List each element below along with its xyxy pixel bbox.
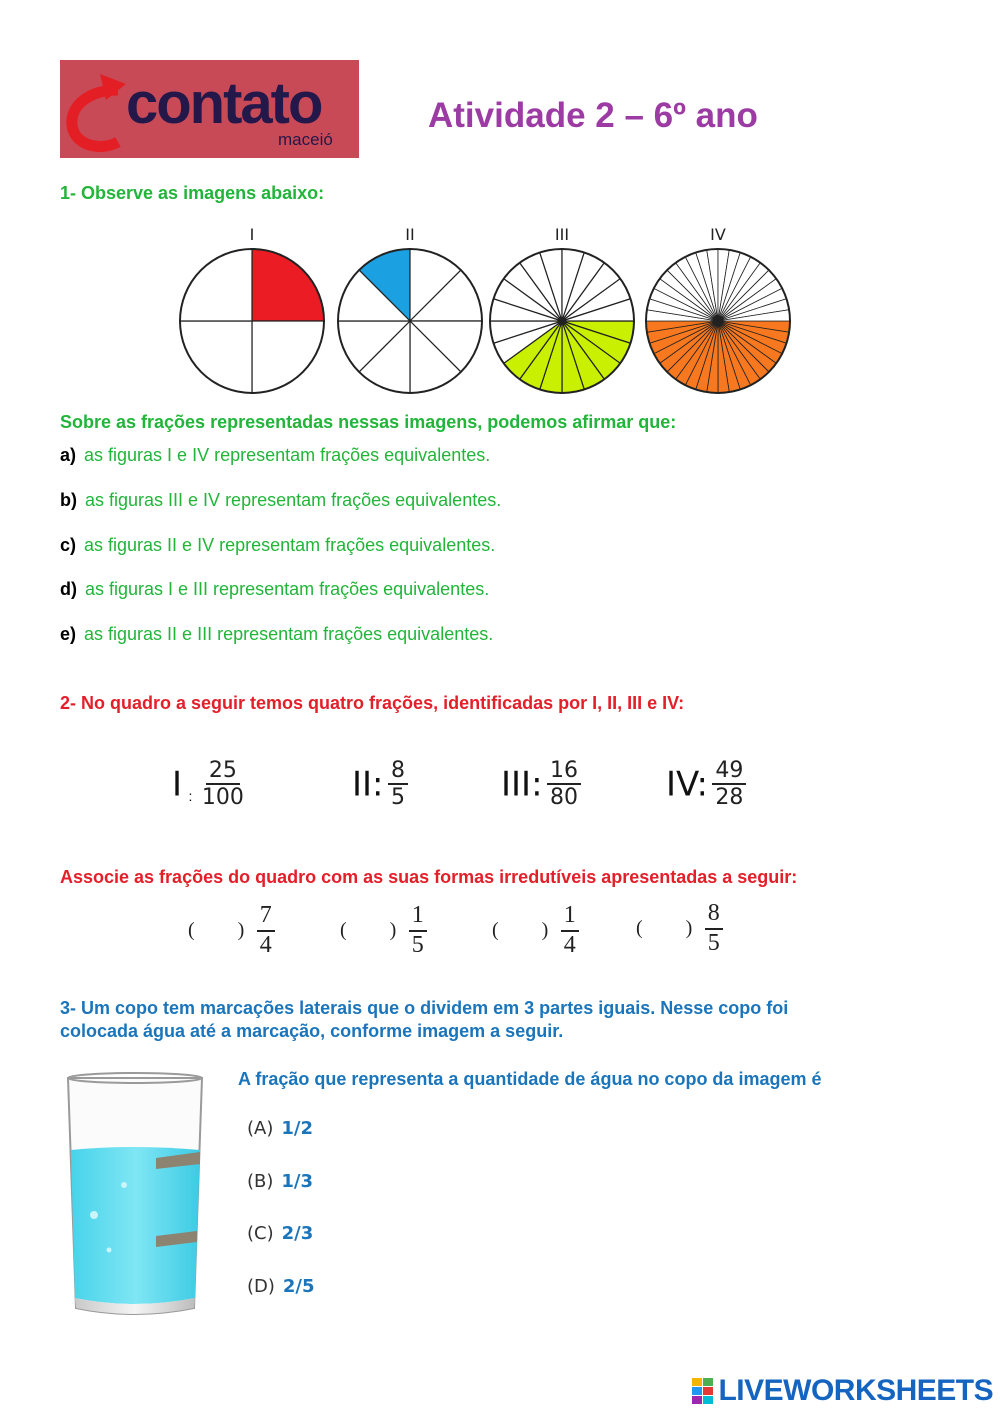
q3-option-a[interactable] [247,1118,313,1139]
fraction-iii [501,758,581,811]
q3-option-c-letter: (C) [247,1223,274,1244]
option-c[interactable] [60,535,495,556]
q3-option-a-letter: (A) [247,1118,274,1139]
option-d-letter: d) [60,579,77,599]
fraction-i-num: 25 [206,758,240,785]
water-glass-image [64,1070,209,1330]
page-title: Atividade 2 – 6º ano [428,96,758,135]
fraction-i-den: 100 [201,785,244,811]
question-1-prompt: 1- Observe as imagens abaixo: [60,183,325,203]
fraction-i-sep: : [188,787,193,804]
q3-option-b[interactable] [247,1171,313,1192]
fraction-iv-value [712,758,746,811]
irreducible-1-num: 7 [257,902,275,932]
pie-figure-4 [646,225,790,393]
fraction-iv-den: 28 [715,785,744,811]
q3-option-b-value: 1/3 [281,1171,314,1192]
associate-blank-4-close: ) [685,917,693,940]
irreducible-fraction-2 [409,902,427,959]
option-b-text: as figuras III e IV representam frações equivalentes. [85,490,502,510]
fraction-iii-value [547,758,581,811]
irreducible-3-num: 1 [561,902,579,932]
fraction-ii-num: 8 [388,758,408,785]
pie-figure-3 [490,225,634,393]
irreducible-fraction-3 [561,902,579,959]
logo-subtext: maceió [278,130,333,149]
pie-1-label: I [249,225,255,244]
question-3-question: A fração que representa a quantidade de água no copo da imagem é [238,1069,822,1089]
fraction-ii [352,758,408,811]
pie-figure-1 [180,225,324,393]
pie-4-label: IV [710,225,726,244]
option-e[interactable] [60,624,493,645]
associate-item-2[interactable] [340,902,427,959]
associate-blank-1-open: ( [188,919,195,942]
pie-2-label: II [405,225,415,244]
fraction-iv-label: IV: [666,764,708,805]
option-a[interactable] [60,445,490,466]
q3-option-d-letter: (D) [247,1276,275,1297]
q3-option-d[interactable] [247,1276,315,1297]
option-d-text: as figuras I e III representam frações equivalentes. [85,579,490,599]
fraction-iv [666,758,746,811]
footer-brand-text: LIVEWORKSHEETS [718,1374,994,1407]
irreducible-fraction-1 [257,902,275,959]
associate-item-3[interactable] [492,902,579,959]
associate-blank-1-close: ) [237,919,245,942]
fraction-ii-label: II: [352,764,384,805]
pie-figures-svg [170,218,800,398]
option-e-text: as figuras II e III representam frações equivalentes. [84,624,494,644]
logo [60,60,359,158]
associate-blank-2-close: ) [389,919,397,942]
fraction-i-label: I [172,764,183,805]
q3-option-a-value: 1/2 [281,1118,313,1139]
q3-option-b-letter: (B) [247,1171,274,1192]
associate-blank-3-open: ( [492,919,499,942]
option-b-letter: b) [60,490,77,510]
option-e-letter: e) [60,624,77,644]
question-2-prompt: 2- No quadro a seguir temos quatro frações, identificadas por I, II, III e IV: [60,693,685,713]
fraction-ii-value [388,758,408,811]
pie-3-label: III [554,225,570,244]
question-3-prompt-line-1: 3- Um copo tem marcações laterais que o dividem em 3 partes iguais. Nesse copo foi [60,998,789,1018]
fraction-ii-den: 5 [390,785,405,811]
irreducible-2-den: 5 [411,931,424,958]
fraction-iii-num: 16 [547,758,581,785]
q3-option-c-value: 2/3 [281,1223,314,1244]
question-3-prompt-line-2: colocada água até a marcação, conforme imagem a seguir. [60,1021,564,1041]
logo-text: contato [126,71,322,136]
associate-blank-2-open: ( [340,919,347,942]
fraction-i-value [199,758,247,811]
fraction-iii-den: 80 [550,785,578,811]
water-glass-icon [64,1070,209,1325]
fraction-iii-label: III: [501,764,543,805]
associate-blank-3-close: ) [541,919,549,942]
associate-blank-4-open: ( [636,917,643,940]
irreducible-3-den: 4 [563,931,576,958]
option-b[interactable] [60,490,501,511]
option-a-text: as figuras I e IV representam frações equivalentes. [84,445,491,465]
fraction-iv-num: 49 [712,758,746,785]
associate-item-1[interactable] [188,902,275,959]
irreducible-4-den: 5 [707,929,720,956]
pie-figures [170,218,800,398]
question-1-statement: Sobre as frações representadas nessas imagens, podemos afirmar que: [60,412,677,432]
footer-brand [692,1374,993,1408]
q3-option-d-value: 2/5 [282,1276,315,1297]
irreducible-1-den: 4 [259,931,272,958]
option-c-text: as figuras II e IV representam frações equivalentes. [84,535,496,555]
q3-option-c[interactable] [247,1223,313,1244]
fraction-i [172,758,247,811]
option-d[interactable] [60,579,489,600]
option-a-letter: a) [60,445,77,465]
associate-item-4[interactable] [636,900,723,957]
liveworksheets-logo-icon [692,1376,714,1406]
irreducible-4-num: 8 [705,900,723,930]
question-2-associate-prompt: Associe as frações do quadro com as suas formas irredutíveis apresentadas a seguir: [60,867,798,887]
option-c-letter: c) [60,535,77,555]
irreducible-2-num: 1 [409,902,427,932]
pie-figure-2 [338,225,482,393]
irreducible-fraction-4 [705,900,723,957]
